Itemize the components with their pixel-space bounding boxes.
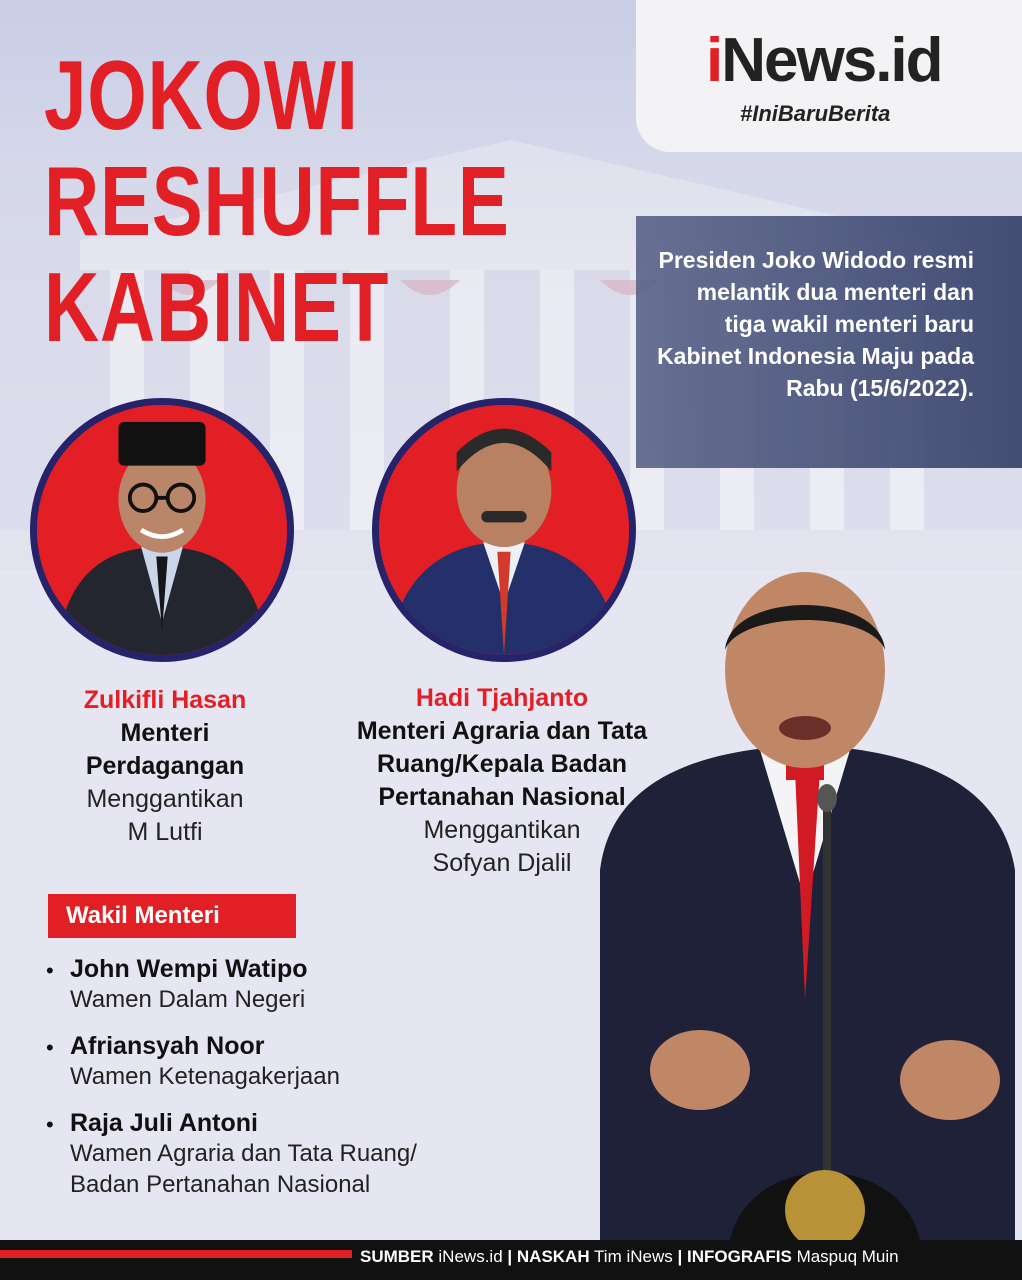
minister-2-replaces: Sofyan Djalil xyxy=(432,849,572,877)
deputy-name: Afriansyah Noor xyxy=(70,1032,265,1060)
deputy-role-line-1: Wamen Agraria dan Tata Ruang/ xyxy=(70,1140,417,1167)
headline-line-2: RESHUFFLE xyxy=(44,146,510,256)
footer-text-value: Tim iNews xyxy=(594,1247,673,1266)
minister-2-replaces-label: Menggantikan xyxy=(423,816,581,844)
footer-text-label: NASKAH xyxy=(516,1247,590,1266)
minister-2-post-line-1: Menteri Agraria dan Tata xyxy=(356,717,648,745)
minister-1-post-line-2: Perdagangan xyxy=(85,752,245,780)
minister-2-name: Hadi Tjahjanto xyxy=(415,684,589,712)
logo-tagline: #IniBaruBerita xyxy=(740,101,891,126)
intro-text: Presiden Joko Widodo resmi melantik dua menteri dan tiga wakil menteri baru Kabinet Indonesia Maju pada Rabu (15/6/2022). xyxy=(657,247,974,401)
headline-line-3: KABINET xyxy=(44,252,390,362)
footer-sep-1: | xyxy=(507,1247,513,1266)
minister-2-post-line-2: Ruang/Kepala Badan xyxy=(376,750,628,778)
inews-logo[interactable]: iNews.id xyxy=(706,26,942,95)
portrait-zulkifli-photo xyxy=(37,405,287,655)
deputy-name: Raja Juli Antoni xyxy=(70,1109,258,1137)
footer-source-value: iNews.id xyxy=(438,1247,503,1266)
list-item xyxy=(46,1031,606,1092)
headline-line-1: JOKOWI xyxy=(44,40,359,150)
minister-1-replaces-label: Menggantikan xyxy=(86,785,244,813)
bullet-icon: • xyxy=(46,958,54,983)
bullet-icon: • xyxy=(46,1035,54,1060)
bullet-icon: • xyxy=(46,1112,54,1137)
minister-1-post-line-1: Menteri xyxy=(120,719,210,747)
minister-2-post-line-3: Pertanahan Nasional xyxy=(378,783,626,811)
footer-graphic-label: INFOGRAFIS xyxy=(686,1247,792,1266)
deputies-list xyxy=(46,954,606,1216)
minister-1-block xyxy=(40,684,290,849)
footer-accent xyxy=(0,1250,352,1258)
footer-credits xyxy=(360,1247,899,1267)
footer-sep-2: | xyxy=(677,1247,683,1266)
deputy-role-line-2: Badan Pertanahan Nasional xyxy=(70,1171,371,1198)
minister-1-replaces: M Lutfi xyxy=(127,818,203,846)
list-item xyxy=(46,1108,606,1200)
president-jokowi-photo xyxy=(590,570,1022,1240)
portrait-zulkifli-hasan xyxy=(30,398,294,662)
deputy-role: Wamen Ketenagakerjaan xyxy=(70,1063,340,1090)
minister-1-name: Zulkifli Hasan xyxy=(83,686,247,714)
deputy-name: John Wempi Watipo xyxy=(70,955,308,983)
list-item xyxy=(46,954,606,1015)
headline xyxy=(44,40,510,362)
footer-graphic-value: Maspuq Muin xyxy=(796,1247,899,1266)
deputy-role: Wamen Dalam Negeri xyxy=(70,986,306,1013)
deputies-label: Wakil Menteri xyxy=(48,894,296,938)
footer-source-label: SUMBER xyxy=(360,1247,434,1266)
